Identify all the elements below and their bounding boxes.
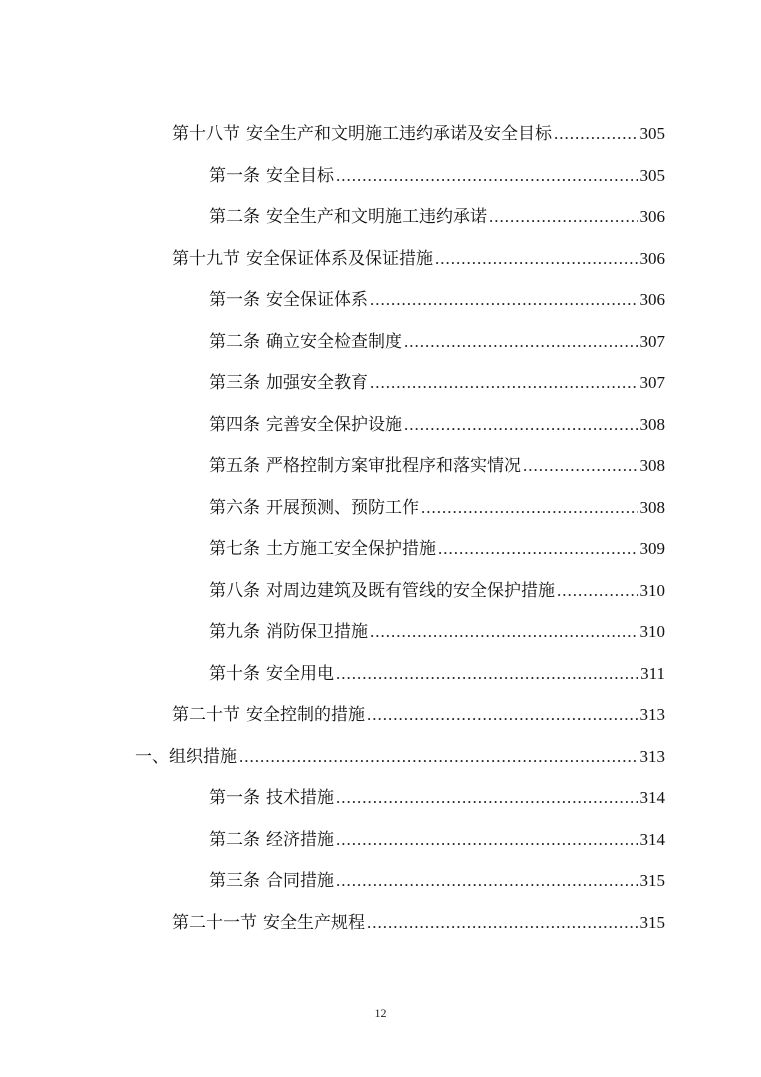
- toc-entry[interactable]: [209, 528, 761, 570]
- toc-entry-label: [209, 156, 334, 198]
- toc-entry-label: [209, 571, 555, 613]
- toc-dot-leader: [438, 528, 638, 570]
- page-number: 12: [374, 1006, 387, 1020]
- toc-entry-number: 第二条: [209, 829, 260, 850]
- toc-entry[interactable]: [209, 404, 761, 446]
- toc-dot-leader: [336, 155, 638, 197]
- toc-entry-label: [172, 695, 365, 737]
- toc-entry-title: 安全保证体系: [266, 290, 368, 310]
- toc-entry-row: [209, 777, 665, 820]
- toc-entry-label: [209, 529, 436, 571]
- toc-entry-number: 第九条: [209, 622, 260, 642]
- toc-entry-title: 消防保卫措施: [266, 622, 368, 642]
- toc-entry-number: 一、: [135, 746, 169, 767]
- toc-dot-leader: [239, 736, 638, 778]
- toc-entry-page: 310: [639, 580, 665, 600]
- toc-entry-page: 314: [639, 788, 665, 807]
- toc-entry[interactable]: [172, 902, 761, 944]
- toc-entry-title: 合同措施: [266, 871, 334, 891]
- toc-entry-page: 313: [639, 746, 665, 766]
- toc-dot-leader: [523, 445, 638, 487]
- toc-entry-row: [209, 570, 665, 613]
- toc-entry-page: 314: [639, 829, 665, 849]
- toc-entry-row: [172, 694, 665, 737]
- toc-entry-number: 第八条: [209, 580, 260, 601]
- toc-entry-page: 308: [639, 456, 665, 475]
- toc-dot-leader: [370, 611, 638, 653]
- toc-entry-row: [209, 528, 665, 571]
- toc-entry-row: [209, 279, 665, 322]
- toc-dot-leader: [336, 653, 638, 695]
- toc-entry-page: 308: [639, 414, 665, 434]
- toc-entry-page: 313: [639, 705, 665, 724]
- toc-entry-page: 309: [639, 539, 665, 558]
- toc-entry-title: 安全目标: [266, 165, 334, 186]
- toc-entry-page: 315: [639, 912, 665, 932]
- toc-entry-title: 确立安全检查制度: [266, 331, 402, 352]
- toc-entry-row: [172, 902, 665, 945]
- toc-entry-number: 第一条: [209, 165, 260, 186]
- toc-entry-number: 第六条: [209, 497, 260, 518]
- toc-entry[interactable]: [209, 819, 761, 861]
- toc-entry-number: 第二十一节: [172, 912, 257, 933]
- toc-entry-number: 第一条: [209, 290, 260, 310]
- toc-entry[interactable]: [209, 611, 761, 653]
- toc-entry-title: 安全生产和文明施工违约承诺及安全目标: [246, 124, 552, 144]
- toc-entry-number: 第三条: [209, 373, 260, 393]
- toc-entry-number: 第一条: [209, 788, 260, 808]
- toc-entry-label: [209, 197, 487, 239]
- table-of-contents: [0, 113, 761, 943]
- toc-entry[interactable]: [209, 362, 761, 404]
- toc-entry[interactable]: [209, 570, 761, 612]
- toc-entry-title: 安全生产规程: [263, 912, 365, 933]
- toc-entry-title: 技术措施: [266, 788, 334, 808]
- toc-entry-number: 第十八节: [172, 124, 240, 144]
- toc-entry-page: 306: [639, 207, 665, 226]
- toc-dot-leader: [554, 113, 638, 155]
- toc-entry-title: 组织措施: [169, 746, 237, 767]
- toc-entry-row: [209, 860, 665, 903]
- toc-entry-row: [172, 113, 665, 156]
- toc-entry-row: [209, 445, 665, 488]
- toc-entry-label: [209, 612, 368, 654]
- toc-entry-title: 安全控制的措施: [246, 705, 365, 725]
- toc-entry-page: 306: [639, 248, 665, 268]
- toc-entry-number: 第七条: [209, 539, 260, 559]
- toc-entry-page: 311: [640, 663, 665, 683]
- toc-entry-page: 307: [639, 373, 665, 392]
- toc-dot-leader: [370, 279, 638, 321]
- toc-entry-page: 315: [639, 871, 665, 890]
- toc-entry-title: 安全保证体系及保证措施: [246, 248, 433, 269]
- toc-entry-label: [209, 405, 402, 447]
- toc-entry-number: 第十九节: [172, 248, 240, 269]
- toc-dot-leader: [336, 860, 638, 902]
- toc-entry-number: 第三条: [209, 871, 260, 891]
- toc-entry-label: [209, 488, 419, 530]
- toc-entry-title: 安全生产和文明施工违约承诺: [266, 207, 487, 227]
- toc-entry-page: 310: [639, 622, 665, 641]
- toc-dot-leader: [404, 321, 638, 363]
- toc-entry[interactable]: [172, 694, 761, 736]
- toc-entry[interactable]: [209, 777, 761, 819]
- toc-dot-leader: [489, 196, 638, 238]
- toc-entry-label: [209, 820, 334, 862]
- toc-entry-number: 第十条: [209, 663, 260, 684]
- toc-entry-number: 第四条: [209, 414, 260, 435]
- toc-entry-label: [172, 114, 552, 156]
- toc-entry-title: 经济措施: [266, 829, 334, 850]
- toc-entry-row: [209, 819, 665, 862]
- toc-entry[interactable]: [209, 196, 761, 238]
- toc-entry-row: [209, 611, 665, 654]
- toc-dot-leader: [367, 902, 638, 944]
- toc-entry-row: [209, 196, 665, 239]
- toc-entry-label: [172, 903, 365, 945]
- toc-entry-title: 安全用电: [266, 663, 334, 684]
- toc-entry-row: [209, 404, 665, 447]
- toc-entry[interactable]: [209, 279, 761, 321]
- toc-entry-label: [209, 654, 334, 696]
- toc-entry-label: [209, 322, 402, 364]
- toc-entry[interactable]: [135, 736, 761, 778]
- toc-entry[interactable]: [172, 238, 761, 280]
- toc-entry-number: 第二条: [209, 207, 260, 227]
- toc-entry-title: 土方施工安全保护措施: [266, 539, 436, 559]
- toc-dot-leader: [404, 404, 638, 446]
- toc-entry-row: [209, 653, 665, 696]
- toc-entry-number: 第二十节: [172, 705, 240, 725]
- toc-entry-page: 306: [639, 290, 665, 309]
- toc-entry-label: [209, 778, 334, 820]
- toc-entry-row: [209, 155, 665, 198]
- toc-dot-leader: [557, 570, 638, 612]
- toc-entry-row: [172, 238, 665, 281]
- toc-entry-title: 开展预测、预防工作: [266, 497, 419, 518]
- toc-entry[interactable]: [209, 321, 761, 363]
- toc-entry[interactable]: [209, 487, 761, 529]
- toc-entry-title: 加强安全教育: [266, 373, 368, 393]
- toc-entry-label: [209, 446, 521, 488]
- toc-entry-label: [209, 280, 368, 322]
- toc-entry[interactable]: [172, 113, 761, 155]
- toc-entry-label: [172, 239, 433, 281]
- toc-entry-label: [135, 737, 237, 779]
- toc-dot-leader: [367, 694, 638, 736]
- toc-entry-title: 对周边建筑及既有管线的安全保护措施: [266, 580, 555, 601]
- toc-entry-label: [209, 363, 368, 405]
- toc-entry-page: 305: [639, 124, 665, 143]
- toc-entry-row: [209, 321, 665, 364]
- toc-entry-page: 305: [639, 165, 665, 185]
- toc-entry[interactable]: [209, 445, 761, 487]
- toc-entry-row: [209, 487, 665, 530]
- toc-entry-title: 严格控制方案审批程序和落实情况: [266, 456, 521, 476]
- toc-entry-title: 完善安全保护设施: [266, 414, 402, 435]
- toc-entry-label: [209, 861, 334, 903]
- toc-dot-leader: [421, 487, 638, 529]
- toc-entry-row: [209, 362, 665, 405]
- toc-entry[interactable]: [209, 155, 761, 197]
- toc-entry-page: 307: [639, 331, 665, 351]
- toc-dot-leader: [370, 362, 638, 404]
- toc-dot-leader: [435, 238, 638, 280]
- toc-entry-row: [135, 736, 665, 779]
- toc-entry-number: 第五条: [209, 456, 260, 476]
- toc-entry-number: 第二条: [209, 331, 260, 352]
- toc-entry[interactable]: [209, 653, 761, 695]
- toc-dot-leader: [336, 819, 638, 861]
- toc-entry[interactable]: [209, 860, 761, 902]
- toc-entry-page: 308: [639, 497, 665, 517]
- toc-dot-leader: [336, 777, 638, 819]
